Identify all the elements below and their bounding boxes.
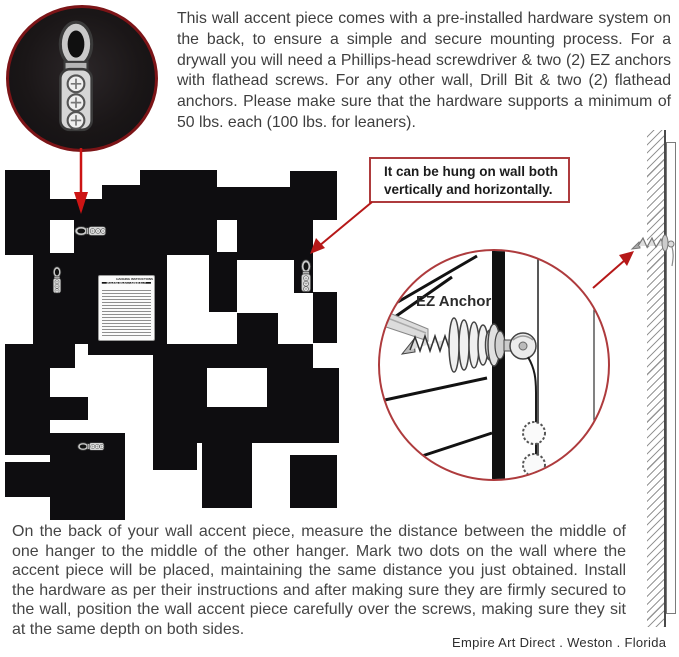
hanging-instructions-label: [98, 275, 155, 341]
artwork-block: [153, 344, 197, 470]
top-hanger-icon: [74, 224, 107, 243]
brand-line: Empire Art Direct . Weston . Florida: [452, 635, 667, 650]
artwork-block: [209, 252, 237, 312]
artwork-block: [197, 344, 313, 368]
ez-anchor-diagram: [380, 251, 608, 479]
wall-accent-artwork-back: [5, 163, 361, 520]
artwork-block: [197, 368, 207, 407]
artwork-block: [290, 455, 337, 508]
ez-anchor-label-text: EZ Anchor: [416, 293, 492, 310]
d-ring-hanger-icon: [53, 19, 99, 134]
wall-hatch-section: [647, 130, 666, 627]
installed-anchor-icon: [630, 230, 679, 274]
artwork-block: [217, 187, 313, 220]
artwork-block: [5, 357, 50, 455]
artwork-block: [102, 185, 140, 220]
artwork-block: [237, 220, 313, 260]
mounting-instructions-paragraph: This wall accent piece comes with a pre-installed hardware system on the back, to ensure a simple and secure mounting process. For a drywall you will need a Phillips-head screwdriver & two (2) EZ anchors with flathead screws. For any other wall, Drill Bit & two (2) flathead anchors. Please make sure that the hardware supports a minimum of 50 lbs. each (100 lbs. for leaners).: [177, 10, 671, 131]
artwork-block: [267, 368, 313, 407]
artwork-block: [237, 313, 278, 344]
right-hanger-icon: [299, 259, 313, 298]
callout-text: It can be hung on wall both vertically and horizontally.: [384, 164, 558, 197]
artwork-block: [88, 344, 163, 355]
artwork-block: [197, 407, 313, 443]
label-subtitle: PLEASE READ CAREFULLY: [102, 282, 151, 284]
artwork-block: [5, 462, 50, 497]
artwork-block: [313, 292, 337, 343]
ez-anchor-detail-circle: [378, 249, 610, 481]
arrow-line-wall-anchor: [593, 260, 625, 288]
label-fine-print: [102, 288, 151, 336]
artwork-block: [313, 368, 339, 443]
bottom-hanger-icon: [77, 440, 105, 458]
artwork-block: [50, 397, 88, 420]
artwork-block: [202, 443, 252, 508]
artwork-block: [140, 170, 217, 187]
artwork-block: [5, 170, 50, 255]
callout-box: [369, 157, 570, 203]
measuring-instructions-paragraph: On the back of your wall accent piece, measure the distance between the middle of one hanger to the middle of the other hanger. Mark two dots on the wall where the accent piece will be placed, maintaining the same distance you just obtained. Install the hardware as per their instructions and after making sure they are firmly secured to the wall, position the wall accent piece carefully over the screws, making sure they sit at the same depth on both sides.: [12, 523, 626, 638]
label-title: HANGING INSTRUCTIONS: [116, 278, 153, 281]
left-hanger-icon: [51, 266, 63, 299]
wall-board: [666, 142, 676, 614]
magnified-hanger-photo: [6, 5, 158, 152]
